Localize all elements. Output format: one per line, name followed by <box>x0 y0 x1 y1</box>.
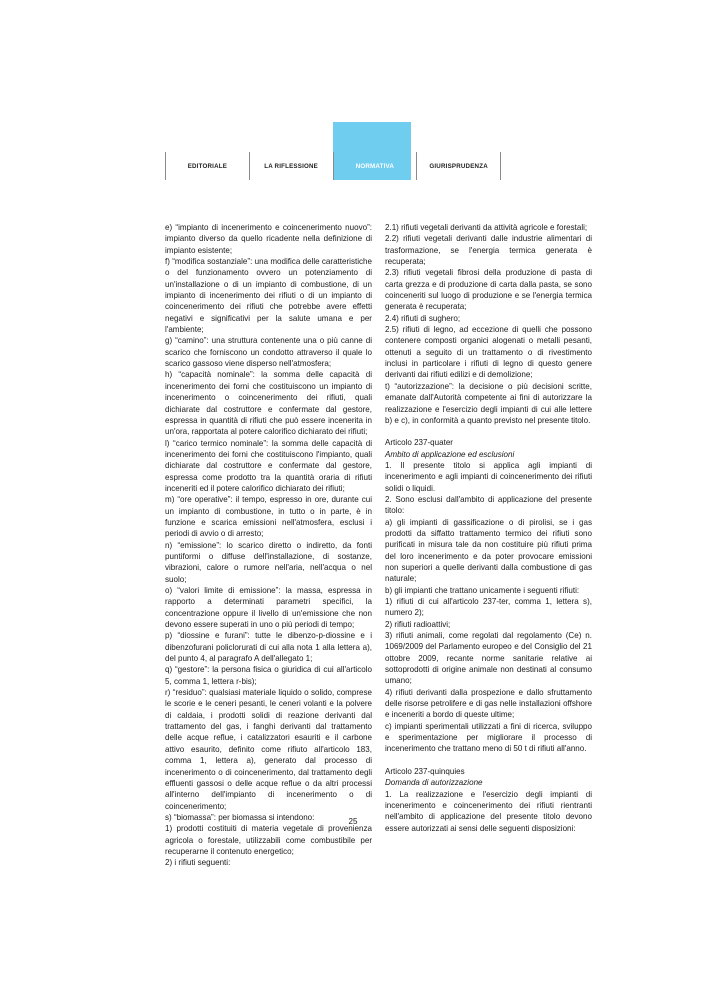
article-paragraph: 3) rifiuti animali, come regolati dal regolamento (Ce) n. 1069/2009 del Parlamento europeo e del Consiglio del 21 ottobre 2009, recante norme sanitarie relative ai sottoprodotti di origine animale non destinati al consumo umano; <box>385 631 592 686</box>
definition-paragraph: l) “carico termico nominale”: la somma delle capacità di incenerimento dei forni che costituiscono l'impianto, quali dichiarate dal costruttore e confermate dal gestore, espressa come prodotto tra la quantità oraria di rifiuti inceneriti ed il potere calorifico dichiarato dei rifiuti; <box>165 438 372 493</box>
article-subtitle: Ambito di applicazione ed esclusioni <box>385 449 515 459</box>
section-nav <box>165 152 501 180</box>
definition-paragraph: m) “ore operative”: il tempo, espresso in ore, durante cui un impianto di combustione, in tutto o in parte, è in funzione e scarica emissioni nell'atmosfera, esclusi i periodi di avvio o di arresto; <box>165 495 372 539</box>
definition-paragraph: q) “gestore”: la persona fisica o giuridica di cui all'articolo 5, comma 1, lettera r-bis); <box>165 665 372 686</box>
definition-paragraph: o) “valori limite di emissione”: la massa, espressa in rapporto a determinati parametri specifici, la concentrazione oppure il livello di un'emissione che non devono essere superati in uno o più periodi di tempo; <box>165 586 372 630</box>
list-paragraph: 2.2) rifiuti vegetali derivanti dalle industrie alimentari di trasformazione, se l'energia termica generata è recuperata; <box>385 234 592 267</box>
article-paragraph: 1) rifiuti di cui all'articolo 237-ter, comma 1, lettera s), numero 2); <box>385 597 592 618</box>
article-subtitle: Domanda di autorizzazione <box>385 778 483 788</box>
article-title: Articolo 237-quater <box>385 438 453 448</box>
article-paragraph: 1. Il presente titolo si applica agli impianti di incenerimento e agli impianti di coincenerimento dei rifiuti solidi o liquidi. <box>385 460 592 493</box>
article-paragraph: 2) rifiuti radioattivi; <box>385 619 451 629</box>
list-paragraph: 2.5) rifiuti di legno, ad eccezione di quelli che possono contenere composti organici alogenati o metalli pesanti, ottenuti a seguito di un trattamento o di rivestimento inclusi in particolare i rifiuti di legno di questo genere derivanti dai rifiuti edilizi e di demolizione; <box>385 325 592 380</box>
article-paragraph: 2. Sono esclusi dall'ambito di applicazione del presente titolo: <box>385 494 592 516</box>
list-paragraph: 2.4) rifiuti di sughero; <box>385 313 461 323</box>
tab-normativa[interactable]: NORMATIVA <box>333 152 417 180</box>
article-paragraph: 4) rifiuti derivanti dalla prospezione e dallo sfruttamento delle risorse petrolifere e di gas nelle installazioni offshore e inceneriti a bordo di queste ultime; <box>385 687 592 720</box>
definition-paragraph: h) “capacità nominale”: la somma delle capacità di incenerimento dei forni che costituiscono un impianto di incenerimento o coincenerimento dei rifiuti, quali dichiarate dal costruttore e confermate dal gestore, espressa in quantità di rifiuti che può essere incenerita in un'ora, rapportata al potere calorifico dichiarato dei rifiuti; <box>165 370 372 437</box>
definition-paragraph: r) “residuo”: qualsiasi materiale liquido o solido, comprese le scorie e le ceneri pesanti, le ceneri volanti e la polvere di caldaia, i prodotti solidi di reazione derivanti dal trattamento del gas, i fanghi derivanti dal trattamento delle acque reflue, i catalizzatori esauriti e il carbone attivo esaurito, definito come rifiuto all'articolo 183, comma 1, lettera a), generato dal processo di incenerimento o di coincenerimento, dal trattamento degli effluenti gassosi o delle acque reflue o da altri processi all'interno dell'impianto di incenerimento o di coincenerimento; <box>165 688 372 811</box>
definition-paragraph: g) “camino”: una struttura contenente una o più canne di scarico che forniscono un condotto attraverso il quale lo scarico gassoso viene disperso nell'atmosfera; <box>165 336 372 369</box>
article-title: Articolo 237-quinquies <box>385 766 465 776</box>
definition-paragraph: p) “diossine e furani”: tutte le dibenzo-p-diossine e i dibenzofurani policlorurati di cui alla nota 1 alla lettera a), del punto 4, al paragrafo A dell'allegato 1; <box>165 631 372 664</box>
article-paragraph: b) gli impianti che trattano unicamente i seguenti rifiuti: <box>385 585 580 595</box>
left-text-column <box>165 222 372 869</box>
definition-paragraph: f) “modifica sostanziale”: una modifica delle caratteristiche o del funzionamento ovvero un potenziamento di un'installazione o di un impianto di combustione, di un impianto di incenerimento dei rifiuti o di un impianto di coincenerimento dei rifiuti che potrebbe avere effetti negativi e significativi per la salute umana e per l'ambiente; <box>165 257 372 335</box>
list-paragraph: t) “autorizzazione”: la decisione o più decisioni scritte, emanate dall'Autorità competente ai fini di autorizzare la realizzazione e l'esercizio degli impianti di cui alle lettere b) e c), in conformità a quanto previsto nel presente titolo. <box>385 381 592 425</box>
list-paragraph: 2.1) rifiuti vegetali derivanti da attività agricole e forestali; <box>385 223 588 232</box>
tab-giurisprudenza[interactable]: GIURISPRUDENZA <box>416 152 501 180</box>
definition-paragraph: e) “impianto di incenerimento e coincenerimento nuovo”: impianto diverso da quello ricadente nella definizione di impianto esistente; <box>165 223 372 255</box>
definition-paragraph: 2) i rifiuti seguenti: <box>165 858 231 868</box>
definition-paragraph: s) “biomassa”: per biomassa si intendono: <box>165 812 315 822</box>
tab-editoriale[interactable]: EDITORIALE <box>165 152 249 180</box>
article-paragraph: a) gli impianti di gassificazione o di pirolisi, se i gas prodotti da siffatto trattamento termico dei rifiuti sono purificati in misura tale da non costituire più rifiuti prima del loro incenerimento e da poter provocare emissioni non superiori a quelle derivanti dalla combustione di gas naturale; <box>385 517 592 584</box>
right-text-column <box>385 222 592 834</box>
article-paragraph: 1. La realizzazione e l'esercizio degli impianti di incenerimento e coincenerimento dei rifiuti rientranti nell'ambito di applicazione del presente titolo devono essere autorizzati ai sensi delle seguenti disposizioni: <box>385 789 592 833</box>
list-paragraph: 2.3) rifiuti vegetali fibrosi della produzione di pasta di carta grezza e di produzione di carta dalla pasta, se sono coinceneriti sul luogo di produzione e se l'energia termica generata è recuperata; <box>385 268 592 312</box>
definition-paragraph: n) “emissione”: lo scarico diretto o indiretto, da fonti puntiformi o diffuse dell'installazione, di sostanze, vibrazioni, calore o rumore nell'aria, nell'acqua o nel suolo; <box>165 540 372 584</box>
tab-la-riflessione[interactable]: LA RIFLESSIONE <box>249 152 333 180</box>
article-paragraph: c) impianti sperimentali utilizzati a fini di ricerca, sviluppo e sperimentazione per migliorare il processo di incenerimento che trattano meno di 50 t di rifiuti all'anno. <box>385 721 592 754</box>
page-number: 25 <box>348 817 358 826</box>
definition-paragraph: 1) prodotti costituiti di materia vegetale di provenienza agricola o forestale, utilizzabili come combustibile per recuperarne il contenuto energetico; <box>165 824 372 856</box>
